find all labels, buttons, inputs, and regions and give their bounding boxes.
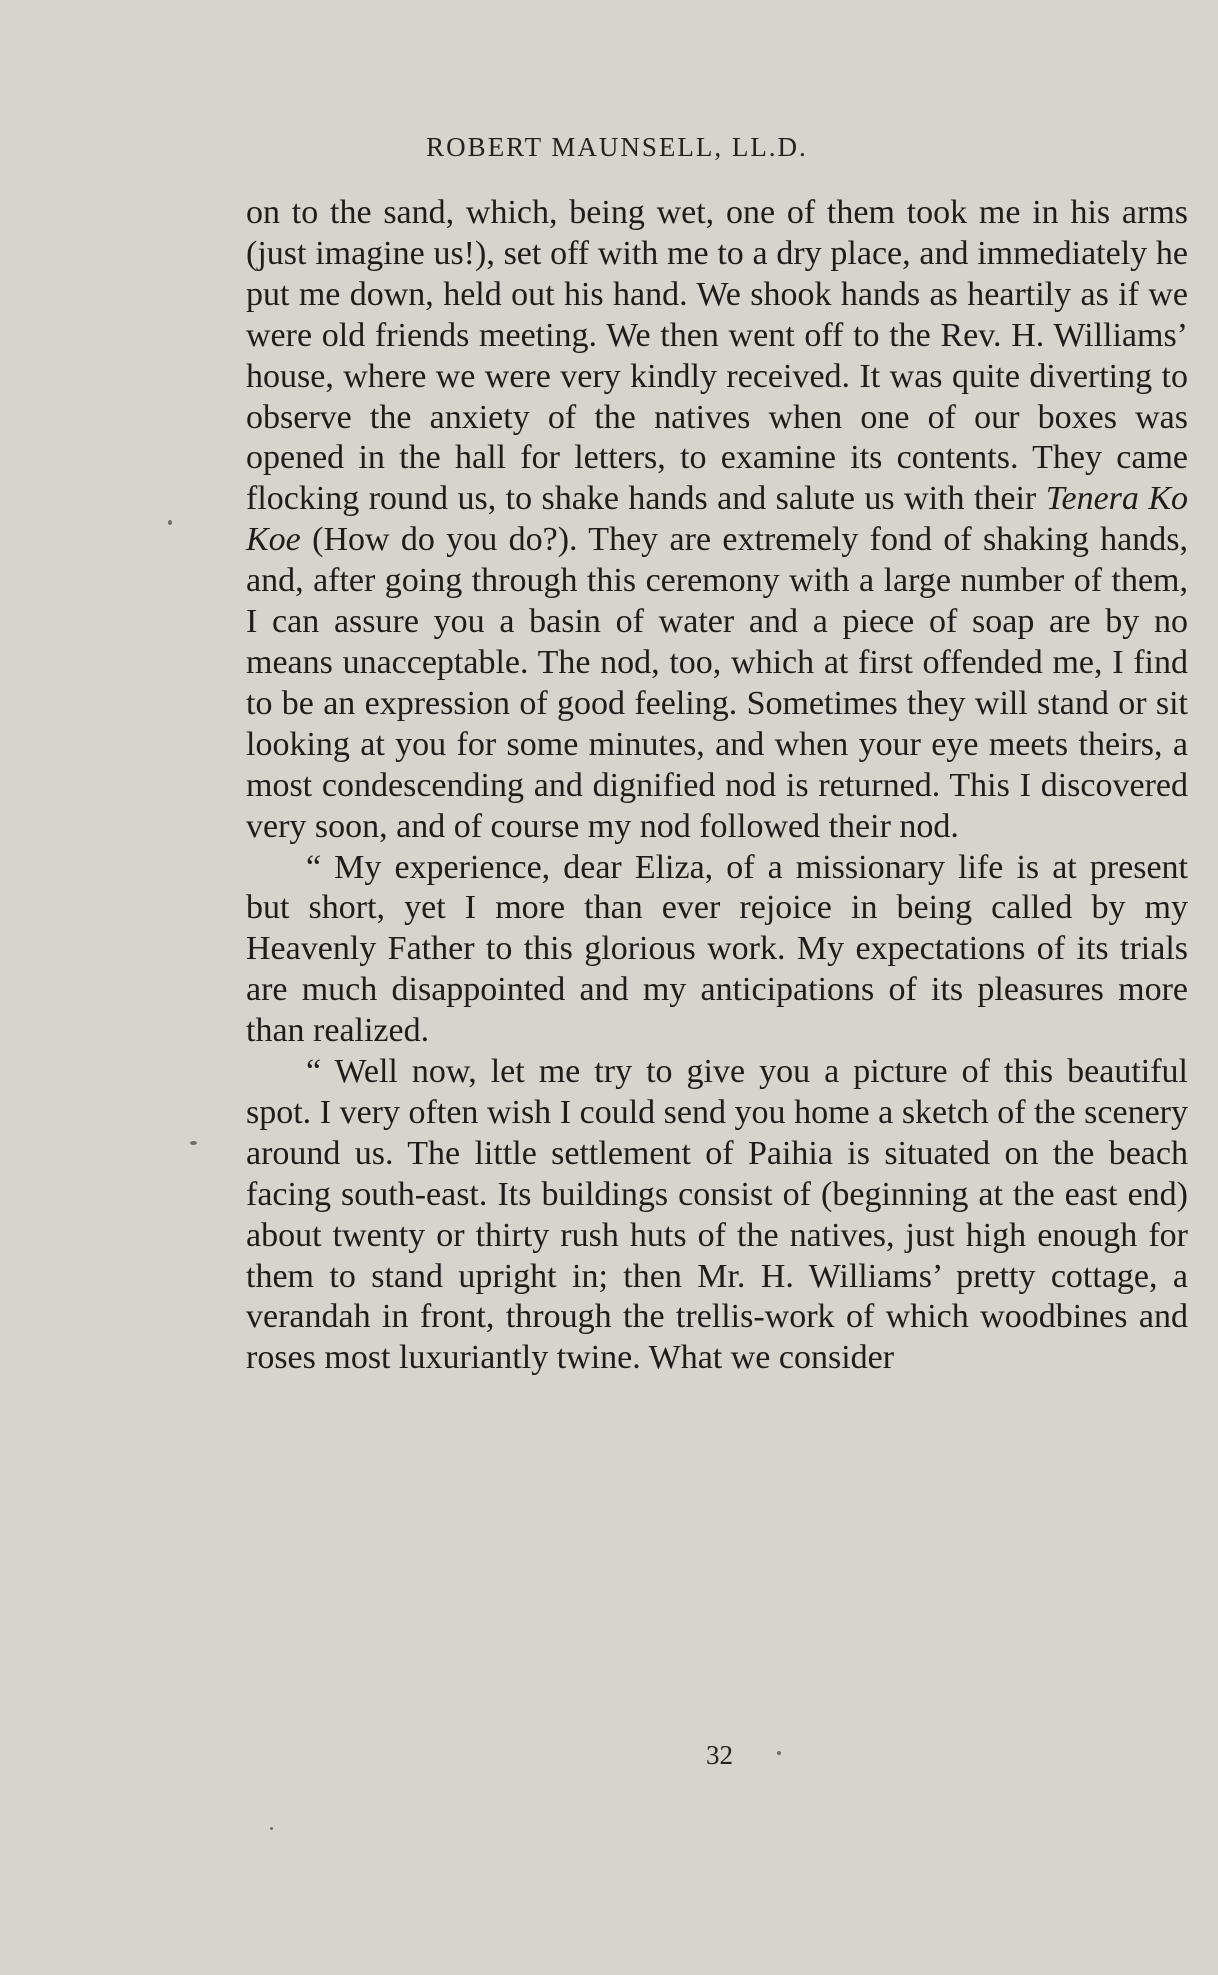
paragraph-1-part-1: on to the sand, which, being wet, one of them took me in his arms (just imagine us!), set off with me to a dry place, and immediately he put me down, held out his hand. We shook hands as heartily as if we were old friends meeting. We then went off to the Rev. H. Williams’ house, where we were very kindly received. It was quite diverting to observe the anxiety of the natives when one of our boxes was opened in the hall for letters, to examine its contents. They came flocking round us, to shake hands and salute us with their [246, 194, 1188, 518]
speck-mark [190, 1141, 197, 1145]
page-number: 32 [706, 1740, 733, 1770]
maori-greeting: Tenera Ko Koe [246, 480, 1188, 559]
speck-mark [168, 520, 172, 525]
paragraph-3: “ Well now, let me try to give you a picture of this beautiful spot. I very often wish I could send you home a sketch of the scenery around us. The little settlement of Paihia is situated on the beach facing south-east. Its buildings consist of (beginning at the east end) about twenty or thirty rush huts of the natives, just high enough for them to stand upright in; then Mr. H. Williams’ pretty cottage, a verandah in front, through the trellis-work of which woodbines and roses most luxuriantly twine. What we consider [246, 1053, 1188, 1377]
running-header: ROBERT MAUNSELL, LL.D. [426, 132, 808, 162]
paragraph-1-part-2: (How do you do?). They are extremely fond of shaking hands, and, after going through this ceremony with a large number of them, I can assure you a basin of water and a piece of soap are by no means unacceptable. The nod, too, which at first offended me, I find to be an expression of good feeling. Sometimes they will stand or sit looking at you for some minutes, and when your eye meets theirs, a most condescending and dignified nod is returned. This I discovered very soon, and of course my nod followed their nod. [246, 521, 1188, 845]
paragraph-1 [246, 193, 1188, 848]
speck-mark [777, 1751, 781, 1755]
paragraph-2: “ My experience, dear Eliza, of a missionary life is at present but short, yet I more than ever rejoice in being called by my Heavenly Father to this glorious work. My expectations of its trials are much disappointed and my anticipations of its pleasures more than realized. [246, 848, 1188, 1050]
body-text [246, 193, 1188, 1379]
speck-mark [270, 1827, 273, 1830]
